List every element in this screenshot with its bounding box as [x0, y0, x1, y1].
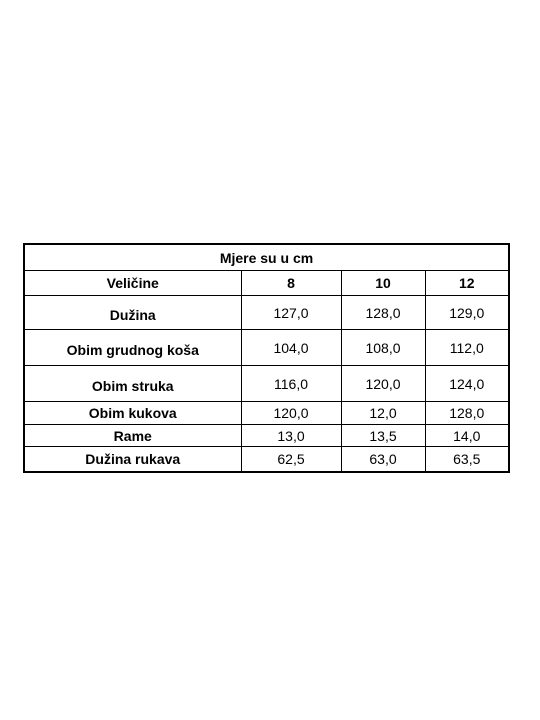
table-caption: Mjere su u cm — [24, 244, 509, 271]
table-cell: 124,0 — [425, 366, 509, 402]
size-header-12: 12 — [425, 271, 509, 296]
table-row — [24, 402, 509, 425]
table-cell: 104,0 — [241, 330, 341, 366]
size-header-8: 8 — [241, 271, 341, 296]
row-label: Rame — [24, 425, 241, 447]
row-label: Obim kukova — [24, 402, 241, 425]
size-chart-table — [23, 243, 510, 473]
table-cell: 129,0 — [425, 296, 509, 330]
table-cell: 116,0 — [241, 366, 341, 402]
table-cell: 128,0 — [425, 402, 509, 425]
header-label: Veličine — [24, 271, 241, 296]
table-cell: 120,0 — [241, 402, 341, 425]
table-cell: 63,0 — [341, 447, 425, 473]
table-cell: 62,5 — [241, 447, 341, 473]
table-row — [24, 447, 509, 473]
table-row — [24, 330, 509, 366]
table-row — [24, 296, 509, 330]
table-cell: 13,0 — [241, 425, 341, 447]
caption-row — [24, 244, 509, 271]
row-label: Dužina rukava — [24, 447, 241, 473]
table-cell: 14,0 — [425, 425, 509, 447]
row-label: Obim struka — [24, 366, 241, 402]
header-row — [24, 271, 509, 296]
table-row — [24, 425, 509, 447]
table-row — [24, 366, 509, 402]
row-label: Dužina — [24, 296, 241, 330]
table-cell: 63,5 — [425, 447, 509, 473]
table-cell: 112,0 — [425, 330, 509, 366]
table-cell: 128,0 — [341, 296, 425, 330]
table-cell: 120,0 — [341, 366, 425, 402]
table-cell: 12,0 — [341, 402, 425, 425]
table-cell: 108,0 — [341, 330, 425, 366]
table-cell: 127,0 — [241, 296, 341, 330]
size-header-10: 10 — [341, 271, 425, 296]
row-label: Obim grudnog koša — [24, 330, 241, 366]
table-cell: 13,5 — [341, 425, 425, 447]
